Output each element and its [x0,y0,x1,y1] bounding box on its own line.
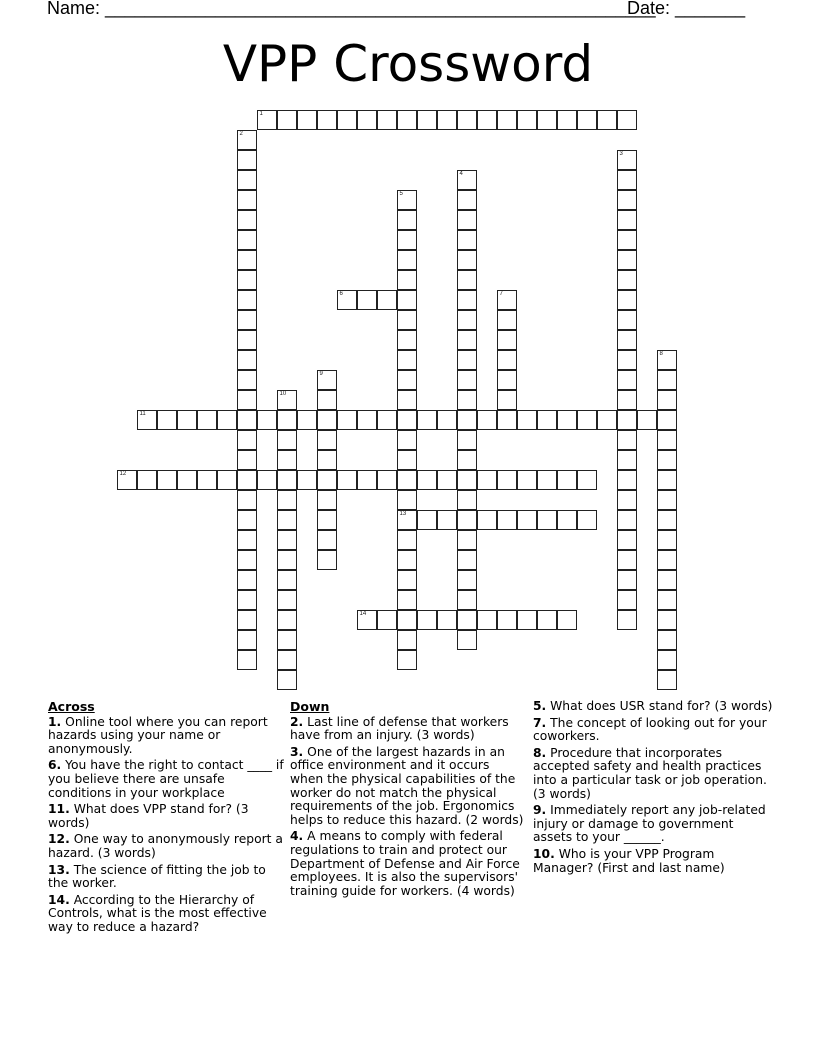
grid-cell[interactable] [177,410,197,430]
grid-cell[interactable] [157,410,177,430]
grid-cell[interactable] [237,590,257,610]
grid-cell[interactable] [317,550,337,570]
grid-cell[interactable] [357,410,377,430]
grid-cell[interactable] [457,350,477,370]
grid-cell[interactable] [497,330,517,350]
grid-cell[interactable] [657,450,677,470]
grid-cell[interactable] [657,590,677,610]
date-field-label: Date: _______ [627,0,746,18]
grid-cell[interactable] [237,290,257,310]
grid-cell[interactable] [337,410,357,430]
grid-cell[interactable] [657,510,677,530]
grid-cell[interactable] [617,110,637,130]
grid-cell[interactable] [617,610,637,630]
grid-cell[interactable] [497,350,517,370]
grid-cell[interactable] [437,110,457,130]
grid-cell[interactable] [517,610,537,630]
clue-text: Last line of defense that workers have from an injury. (3 words) [290,714,509,743]
grid-cell[interactable] [237,510,257,530]
grid-cell[interactable] [377,110,397,130]
grid-cell[interactable] [497,510,517,530]
grid-cell[interactable] [617,510,637,530]
grid-cell[interactable] [617,270,637,290]
grid-cell[interactable] [397,550,417,570]
grid-cell[interactable] [237,190,257,210]
grid-cell[interactable] [657,370,677,390]
clue-text: What does USR stand for? (3 words) [546,699,773,713]
grid-cell[interactable] [497,370,517,390]
grid-cell[interactable] [277,530,297,550]
grid-cell[interactable] [257,470,277,490]
grid-cell[interactable] [417,510,437,530]
cell-number: 4 [459,170,463,177]
clue-down-8 [533,747,773,801]
grid-cell[interactable] [397,570,417,590]
grid-cell[interactable] [317,110,337,130]
clue-number: 9. [533,803,547,818]
grid-cell[interactable] [457,290,477,310]
grid-cell[interactable] [237,270,257,290]
cell-number: 10 [279,390,287,397]
grid-cell[interactable] [237,410,257,430]
grid-cell[interactable] [617,210,637,230]
grid-cell[interactable] [497,390,517,410]
grid-cell[interactable] [457,390,477,410]
clue-number: 8. [533,745,547,760]
grid-cell[interactable] [337,470,357,490]
grid-cell[interactable] [657,350,677,370]
grid-cell[interactable] [317,530,337,550]
grid-cell[interactable] [517,410,537,430]
grid-cell[interactable] [617,330,637,350]
grid-cell[interactable] [437,510,457,530]
grid-cell[interactable] [397,430,417,450]
grid-cell[interactable] [237,210,257,230]
grid-cell[interactable] [657,670,677,690]
grid-cell[interactable] [457,430,477,450]
grid-cell[interactable] [497,290,517,310]
grid-cell[interactable] [377,470,397,490]
grid-cell[interactable] [397,290,417,310]
grid-cell[interactable] [317,430,337,450]
grid-cell[interactable] [237,530,257,550]
clue-text: Procedure that incorporates accepted safety and health practices into a particular task or job operation. (3 words) [533,745,767,801]
clue-across-6 [48,759,284,800]
grid-cell[interactable] [457,410,477,430]
clue-text: Who is your VPP Program Manager? (First and last name) [533,846,725,875]
clue-down-9 [533,804,773,845]
grid-cell[interactable] [597,410,617,430]
grid-cell[interactable] [277,570,297,590]
grid-cell[interactable] [237,230,257,250]
grid-cell[interactable] [617,550,637,570]
clue-text: The concept of looking out for your coworkers. [533,715,767,744]
grid-cell[interactable] [357,290,377,310]
grid-cell[interactable] [397,210,417,230]
clue-number: 11. [48,802,70,817]
grid-cell[interactable] [477,470,497,490]
clue-down-3 [290,746,526,828]
grid-cell[interactable] [277,630,297,650]
grid-cell[interactable] [657,390,677,410]
grid-cell[interactable] [457,590,477,610]
grid-cell[interactable] [557,610,577,630]
cell-number: 14 [359,610,367,617]
grid-cell[interactable] [557,510,577,530]
grid-cell[interactable] [337,290,357,310]
clue-number: 7. [533,715,547,730]
grid-cell[interactable] [237,310,257,330]
grid-cell[interactable] [617,590,637,610]
grid-cell[interactable] [457,190,477,210]
grid-cell[interactable] [297,110,317,130]
grid-cell[interactable] [397,650,417,670]
grid-cell[interactable] [297,410,317,430]
grid-cell[interactable] [457,610,477,630]
grid-cell[interactable] [617,490,637,510]
grid-cell[interactable] [237,250,257,270]
grid-cell[interactable] [397,590,417,610]
grid-cell[interactable] [537,470,557,490]
grid-cell[interactable] [537,410,557,430]
grid-cell[interactable] [417,110,437,130]
grid-cell[interactable] [617,470,637,490]
down-clues-column [290,700,526,901]
grid-cell[interactable] [497,470,517,490]
grid-cell[interactable] [377,610,397,630]
name-field-label: Name: _______________________________________________________ [47,0,656,18]
grid-cell[interactable] [657,530,677,550]
grid-cell[interactable] [177,470,197,490]
grid-cell[interactable] [617,350,637,370]
across-heading: Across [48,699,95,714]
cell-number: 3 [619,150,623,157]
cell-number: 2 [239,130,243,137]
grid-cell[interactable] [457,490,477,510]
grid-cell[interactable] [317,470,337,490]
grid-cell[interactable] [577,410,597,430]
grid-cell[interactable] [397,310,417,330]
grid-cell[interactable] [357,610,377,630]
grid-cell[interactable] [317,390,337,410]
grid-cell[interactable] [537,110,557,130]
grid-cell[interactable] [297,470,317,490]
clue-number: 4. [290,829,304,844]
grid-cell[interactable] [617,150,637,170]
grid-cell[interactable] [397,490,417,510]
grid-cell[interactable] [237,470,257,490]
grid-cell[interactable] [237,610,257,630]
grid-cell[interactable] [457,230,477,250]
grid-cell[interactable] [277,550,297,570]
grid-cell[interactable] [617,570,637,590]
grid-cell[interactable] [617,310,637,330]
grid-cell[interactable] [277,410,297,430]
grid-cell[interactable] [237,130,257,150]
clue-down-5 [533,700,773,714]
grid-cell[interactable] [477,410,497,430]
grid-cell[interactable] [417,610,437,630]
grid-cell[interactable] [377,290,397,310]
down-clues-column-continued [533,700,773,878]
grid-cell[interactable] [197,410,217,430]
grid-cell[interactable] [277,390,297,410]
grid-cell[interactable] [457,450,477,470]
grid-cell[interactable] [617,230,637,250]
clue-number: 13. [48,862,70,877]
clue-text: What does VPP stand for? (3 words) [48,802,249,830]
grid-cell[interactable] [657,550,677,570]
grid-cell[interactable] [277,590,297,610]
grid-cell[interactable] [657,610,677,630]
grid-cell[interactable] [397,330,417,350]
grid-cell[interactable] [277,490,297,510]
clue-text: According to the Hierarchy of Controls, what is the most effective way to reduce a hazard? [48,892,267,934]
grid-cell[interactable] [657,570,677,590]
clue-down-4 [290,830,526,898]
grid-cell[interactable] [477,610,497,630]
grid-cell[interactable] [277,650,297,670]
grid-cell[interactable] [237,430,257,450]
clue-number: 12. [48,832,70,847]
grid-cell[interactable] [657,410,677,430]
grid-cell[interactable] [397,450,417,470]
cell-number: 1 [259,110,263,117]
grid-cell[interactable] [277,110,297,130]
cell-number: 5 [399,190,403,197]
grid-cell[interactable] [397,250,417,270]
grid-cell[interactable] [657,470,677,490]
grid-cell[interactable] [477,110,497,130]
cell-number: 12 [119,470,127,477]
grid-cell[interactable] [457,470,477,490]
grid-cell[interactable] [397,270,417,290]
grid-cell[interactable] [197,470,217,490]
grid-cell[interactable] [237,350,257,370]
grid-cell[interactable] [317,370,337,390]
grid-cell[interactable] [577,110,597,130]
grid-cell[interactable] [617,290,637,310]
cell-number: 7 [499,290,503,297]
grid-cell[interactable] [277,670,297,690]
grid-cell[interactable] [457,510,477,530]
grid-cell[interactable] [257,110,277,130]
grid-cell[interactable] [537,610,557,630]
grid-cell[interactable] [237,390,257,410]
grid-cell[interactable] [457,270,477,290]
grid-cell[interactable] [237,650,257,670]
grid-cell[interactable] [457,530,477,550]
cell-number: 6 [339,290,343,297]
clue-number: 1. [48,714,62,729]
grid-cell[interactable] [517,510,537,530]
clue-across-1 [48,716,284,757]
clue-text: One of the largest hazards in an office environment and it occurs when the physical capabilities of the worker do not match the physical requirements of the job. Ergonomics helps to reduce this hazard. (2 words) [290,744,524,827]
grid-cell[interactable] [497,110,517,130]
grid-cell[interactable] [577,510,597,530]
clue-number: 14. [48,892,70,907]
grid-cell[interactable] [657,630,677,650]
grid-cell[interactable] [537,510,557,530]
grid-cell[interactable] [397,410,417,430]
grid-cell[interactable] [617,410,637,430]
grid-cell[interactable] [637,410,657,430]
grid-cell[interactable] [397,390,417,410]
clue-text: Online tool where you can report hazards using your name or anonymously. [48,714,268,756]
grid-cell[interactable] [397,610,417,630]
grid-cell[interactable] [657,430,677,450]
grid-cell[interactable] [497,610,517,630]
clue-number: 3. [290,744,304,759]
grid-cell[interactable] [117,470,137,490]
grid-cell[interactable] [457,210,477,230]
cell-number: 9 [319,370,323,377]
grid-cell[interactable] [277,470,297,490]
grid-cell[interactable] [397,230,417,250]
grid-cell[interactable] [317,450,337,470]
grid-cell[interactable] [457,330,477,350]
grid-cell[interactable] [397,190,417,210]
clue-text: A means to comply with federal regulations to train and protect our Department of Defense and Air Force employees. It is also the supervisors' training guide for workers. (4 words) [290,829,520,898]
grid-cell[interactable] [457,370,477,390]
grid-cell[interactable] [497,310,517,330]
grid-cell[interactable] [317,510,337,530]
grid-cell[interactable] [457,170,477,190]
grid-cell[interactable] [317,410,337,430]
grid-cell[interactable] [457,550,477,570]
grid-cell[interactable] [517,110,537,130]
clue-across-12 [48,833,284,860]
clue-number: 10. [533,846,555,861]
grid-cell[interactable] [657,490,677,510]
clue-down-2 [290,716,526,743]
clue-number: 5. [533,699,547,713]
grid-cell[interactable] [377,410,397,430]
grid-cell[interactable] [437,470,457,490]
clue-down-10 [533,848,773,875]
grid-cell[interactable] [237,170,257,190]
clue-text: You have the right to contact ____ if you believe there are unsafe conditions in your workplace [48,758,284,800]
clue-across-11 [48,803,284,830]
grid-cell[interactable] [217,470,237,490]
grid-cell[interactable] [337,110,357,130]
grid-cell[interactable] [577,470,597,490]
grid-cell[interactable] [417,470,437,490]
clue-text: Immediately report any job-related injury or damage to government assets to your ______. [533,803,766,845]
grid-cell[interactable] [617,190,637,210]
cell-number: 11 [139,410,146,417]
grid-cell[interactable] [617,170,637,190]
grid-cell[interactable] [617,530,637,550]
grid-cell[interactable] [617,370,637,390]
grid-cell[interactable] [397,110,417,130]
grid-cell[interactable] [277,510,297,530]
grid-cell[interactable] [457,630,477,650]
grid-cell[interactable] [457,250,477,270]
across-clues-column [48,700,284,938]
grid-cell[interactable] [417,410,437,430]
grid-cell[interactable] [237,490,257,510]
grid-cell[interactable] [617,430,637,450]
grid-cell[interactable] [557,410,577,430]
cell-number: 13 [399,510,407,517]
grid-cell[interactable] [257,410,277,430]
grid-cell[interactable] [457,110,477,130]
grid-cell[interactable] [457,310,477,330]
grid-cell[interactable] [457,570,477,590]
grid-cell[interactable] [277,450,297,470]
cell-number: 8 [659,350,663,357]
grid-cell[interactable] [617,250,637,270]
grid-cell[interactable] [237,630,257,650]
grid-cell[interactable] [477,510,497,530]
grid-cell[interactable] [437,610,457,630]
grid-cell[interactable] [617,450,637,470]
grid-cell[interactable] [357,470,377,490]
clue-down-7 [533,717,773,744]
grid-cell[interactable] [397,510,417,530]
page-title: VPP Crossword [222,35,594,93]
clue-across-13 [48,864,284,891]
grid-cell[interactable] [137,470,157,490]
grid-cell[interactable] [397,350,417,370]
down-heading: Down [290,699,330,714]
grid-cell[interactable] [497,410,517,430]
grid-cell[interactable] [277,610,297,630]
grid-cell[interactable] [157,470,177,490]
grid-cell[interactable] [237,150,257,170]
grid-cell[interactable] [397,630,417,650]
grid-cell[interactable] [657,650,677,670]
grid-cell[interactable] [437,410,457,430]
grid-cell[interactable] [237,550,257,570]
grid-cell[interactable] [617,390,637,410]
grid-cell[interactable] [237,370,257,390]
clue-across-14 [48,894,284,935]
grid-cell[interactable] [397,530,417,550]
grid-cell[interactable] [237,570,257,590]
grid-cell[interactable] [517,470,537,490]
grid-cell[interactable] [557,470,577,490]
grid-cell[interactable] [277,430,297,450]
grid-cell[interactable] [137,410,157,430]
grid-cell[interactable] [357,110,377,130]
grid-cell[interactable] [237,450,257,470]
grid-cell[interactable] [317,490,337,510]
clue-number: 2. [290,714,304,729]
clue-text: One way to anonymously report a hazard. (3 words) [48,832,283,860]
grid-cell[interactable] [237,330,257,350]
grid-cell[interactable] [397,470,417,490]
clue-text: The science of fitting the job to the worker. [48,862,266,891]
grid-cell[interactable] [217,410,237,430]
clue-number: 6. [48,758,62,773]
grid-cell[interactable] [397,370,417,390]
grid-cell[interactable] [557,110,577,130]
grid-cell[interactable] [597,110,617,130]
